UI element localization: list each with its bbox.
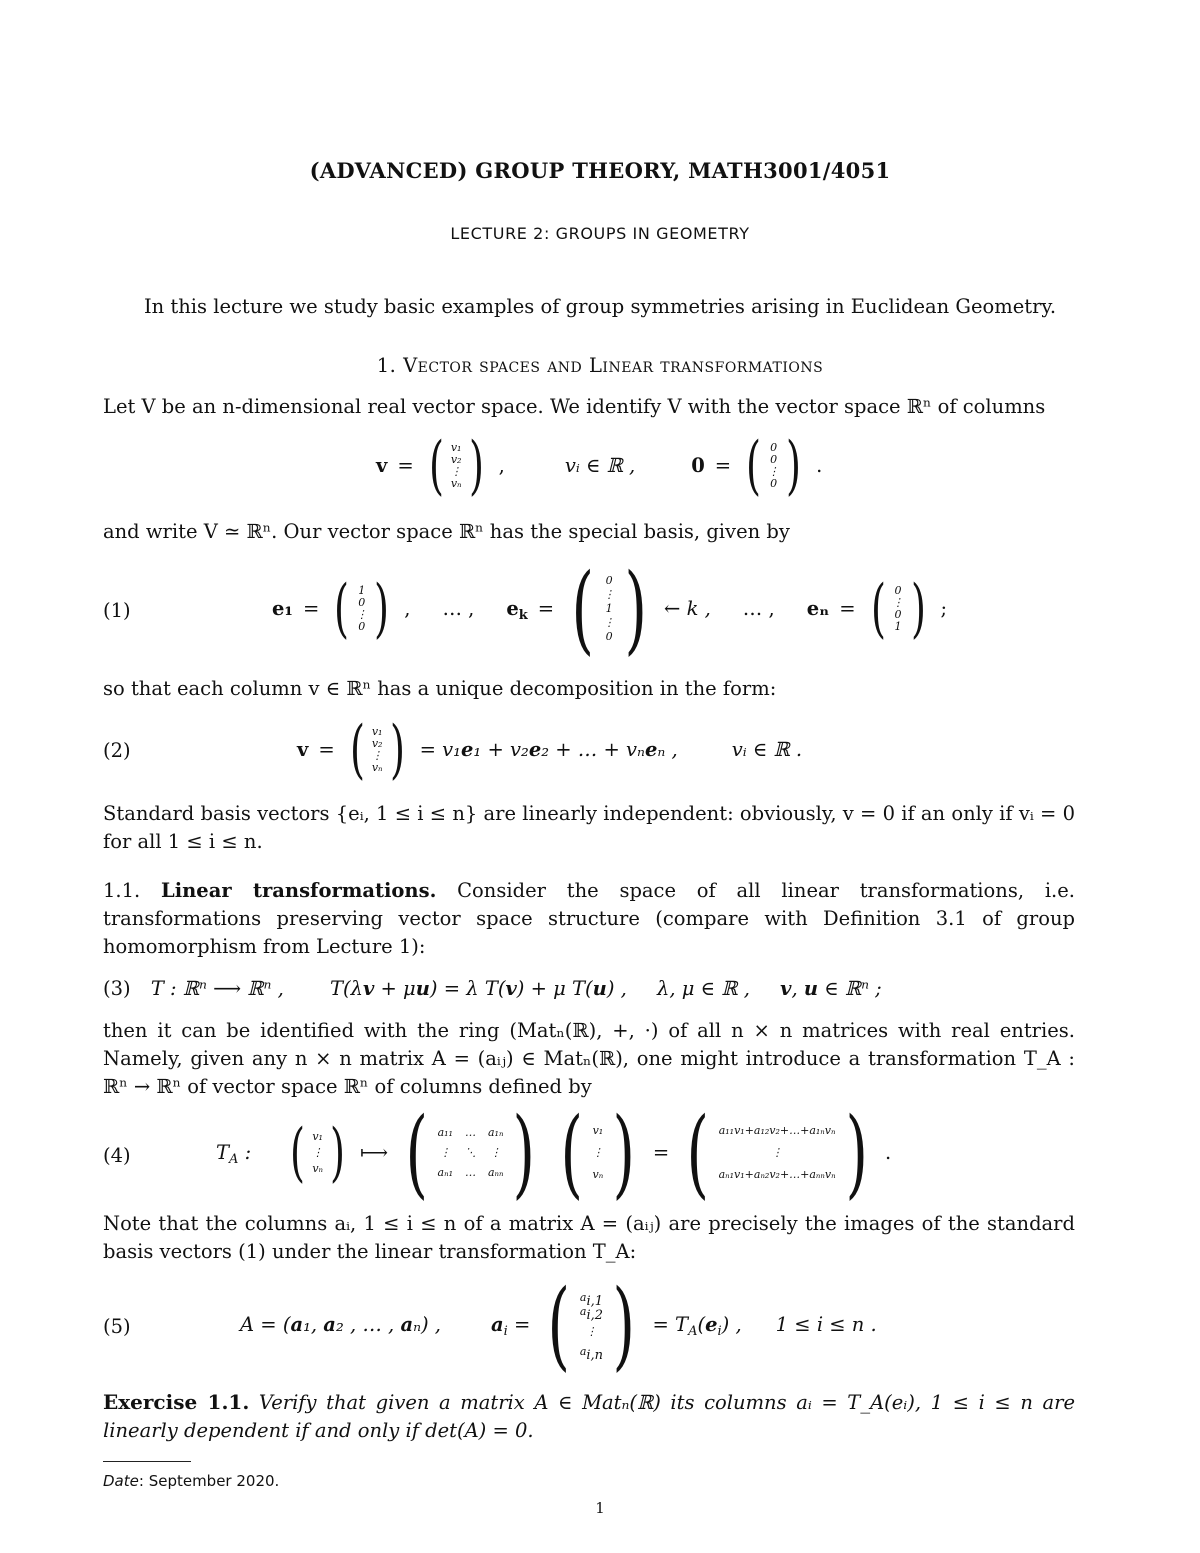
exercise-text: Verify that given a matrix A ∈ Matₙ(ℝ) its columns aᵢ = T_A(eᵢ), 1 ≤ i ≤ n are linearly dependent if and only if det(A) = 0.	[103, 1391, 1075, 1442]
subsection-heading: Linear transformations.	[161, 879, 437, 902]
footnote-rule	[103, 1461, 191, 1462]
page-number: 1	[595, 1499, 605, 1517]
subsection-text-1: Consider the space of all linear transformations, i.e. transformations preserving vector space structure (compare with Definition 3.1 of group homomorphism from Lecture 1):	[103, 879, 1075, 958]
subsection-paragraph-3: Note that the columns aᵢ, 1 ≤ i ≤ n of a matrix A = (aᵢⱼ) are precisely the images of the standard basis vectors (1) under the linear transformation T_A:	[103, 1212, 1075, 1263]
exercise	[103, 1388, 1075, 1445]
section-paragraph-2: and write V ≃ ℝⁿ. Our vector space ℝⁿ has the special basis, given by	[103, 520, 790, 543]
equation-number-3: (3)	[103, 977, 131, 1000]
section-heading: 1. Vector spaces and Linear transformations	[376, 354, 824, 377]
footnote-text: September 2020.	[148, 1472, 280, 1490]
equation-matrix-action: $T_A$ : ( v₁ ⋮ vₙ ) ⟼ ( a₁₁ … a₁ₙ ⋮ ⋱ ⋮ aₙ₁ … aₙₙ ) ( v₁ ⋮ vₙ ) = ( a₁₁v₁+a₁₂v₂+…+a₁ₙvₙ ⋮ aₙ₁v₁+aₙ₂v₂+…+aₙₙvₙ ) .	[216, 1097, 892, 1209]
equation-number-2: (2)	[103, 739, 131, 762]
equation-columns-images: A = (a₁, a₂ , … , aₙ) , $a_i$ = ( $a_{i,1}$ $a_{i,2}$ ⋮ $a_{i,n}$ ) = $T_A(e_i)$ , 1 ≤ i ≤ n .	[240, 1269, 877, 1381]
equation-number-4: (4)	[103, 1144, 131, 1167]
equation-number-1: (1)	[103, 599, 131, 622]
subsection-paragraph-1	[103, 877, 1075, 961]
subsection-number: 1.1.	[103, 879, 141, 902]
paper-title: (ADVANCED) GROUP THEORY, MATH3001/4051	[309, 158, 891, 183]
equation-vector-columns: v = ( v₁ v₂ ⋮ vₙ ) , vᵢ ∈ ℝ , 0 = ( 0 0 ⋮ 0 ) .	[376, 429, 823, 503]
intro-paragraph: In this lecture we study basic examples of group symmetries arising in Euclidean Geometry.	[143, 295, 1057, 318]
footnote-label: Date	[103, 1472, 139, 1490]
footnote: Date: September 2020.	[103, 1472, 280, 1490]
lecture-subtitle: LECTURE 2: GROUPS IN GEOMETRY	[450, 224, 750, 243]
equation-decomposition: v = ( v₁ v₂ ⋮ vₙ ) = v₁e₁ + v₂e₂ + … + vₙeₙ , vᵢ ∈ ℝ .	[297, 713, 803, 787]
section-paragraph-3: so that each column v ∈ ℝⁿ has a unique decomposition in the form:	[103, 677, 777, 700]
subsection-paragraph-2: then it can be identified with the ring (Matₙ(ℝ), +, ·) of all n × n matrices with real entries. Namely, given any n × n matrix A = (aᵢⱼ) ∈ Matₙ(ℝ), one might introduce a transformation T_A : ℝⁿ → ℝⁿ of vector space ℝⁿ of columns defined by	[103, 1019, 1075, 1098]
equation-number-5: (5)	[103, 1315, 131, 1338]
equation-standard-basis: e₁ = ( 1 0 ⋮ 0 ) , … , $e_k$ = ( 0 ⋮ 1 ⋮ 0 ) ← k , … , eₙ = ( 0 ⋮ 0 1 ) ;	[272, 553, 948, 665]
section-paragraph-4: Standard basis vectors {eᵢ, 1 ≤ i ≤ n} are linearly independent: obviously, v = 0 if an only if vᵢ = 0 for all 1 ≤ i ≤ n.	[103, 802, 1075, 853]
section-paragraph-1: Let V be an n-dimensional real vector space. We identify V with the vector space ℝⁿ of columns	[103, 395, 1046, 418]
exercise-label: Exercise 1.1.	[103, 1390, 250, 1414]
equation-linear-transformation: (3) T : ℝⁿ ⟶ ℝⁿ , T(λv + μu) = λ T(v) + μ T(u) , λ, μ ∈ ℝ , v, u ∈ ℝⁿ ;	[103, 977, 882, 1000]
